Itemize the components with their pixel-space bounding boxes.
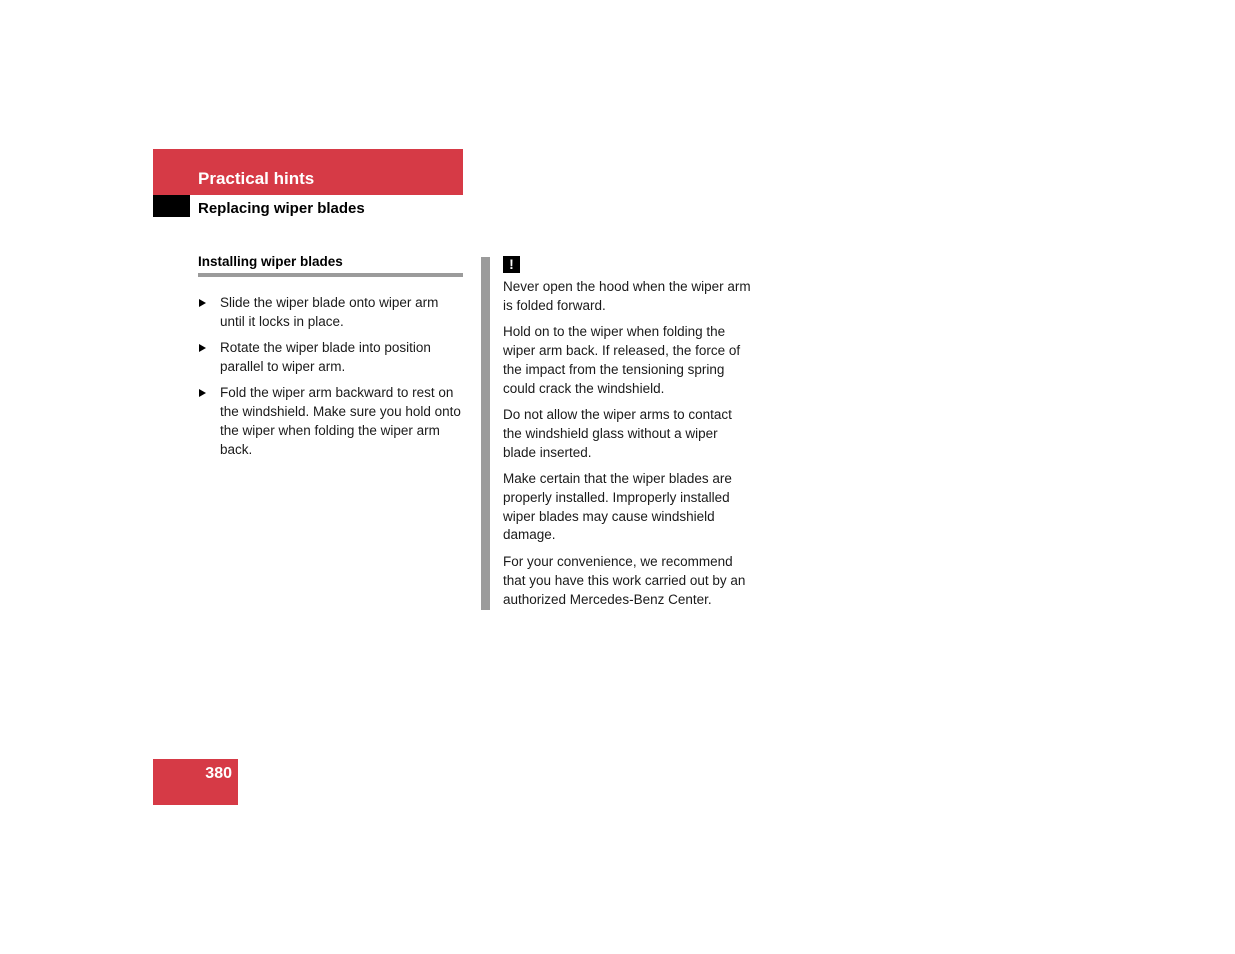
chapter-title: Practical hints	[198, 169, 315, 188]
warning-paragraph: Hold on to the wiper when folding the wiper arm back. If released, the force of the impact from the tensioning spring could crack the windshield.	[503, 324, 741, 396]
warning-side-bar	[481, 257, 490, 610]
page-number: 380	[205, 765, 232, 782]
warning-paragraph: Make certain that the wiper blades are properly installed. Improperly installed wiper blades may cause windshield damage.	[503, 471, 732, 543]
instructions-column	[198, 254, 463, 466]
arrow-bullet-icon	[199, 344, 206, 352]
warning-note	[503, 256, 751, 617]
arrow-bullet-icon	[199, 389, 206, 397]
warning-paragraph: For your convenience, we recommend that you have this work carried out by an authorized Mercedes-Benz Center.	[503, 554, 746, 607]
warning-paragraph: Never open the hood when the wiper arm is folded forward.	[503, 279, 751, 313]
step-text: Fold the wiper arm backward to rest on the windshield. Make sure you hold onto the wiper when folding the wiper arm back.	[220, 385, 461, 457]
exclamation-icon: !	[503, 256, 520, 273]
instruction-step	[198, 338, 463, 376]
instruction-step	[198, 383, 463, 459]
step-text: Rotate the wiper blade into position parallel to wiper arm.	[220, 340, 431, 374]
section-title: Replacing wiper blades	[198, 200, 365, 217]
instruction-step	[198, 293, 463, 331]
instruction-steps	[198, 293, 463, 459]
instructions-heading: Installing wiper blades	[198, 254, 463, 277]
step-text: Slide the wiper blade onto wiper arm until it locks in place.	[220, 295, 439, 329]
warning-paragraph: Do not allow the wiper arms to contact the windshield glass without a wiper blade inserted.	[503, 407, 732, 460]
section-marker	[153, 195, 190, 217]
page-number-box	[153, 759, 238, 805]
chapter-header-bar	[153, 149, 463, 195]
arrow-bullet-icon	[199, 299, 206, 307]
